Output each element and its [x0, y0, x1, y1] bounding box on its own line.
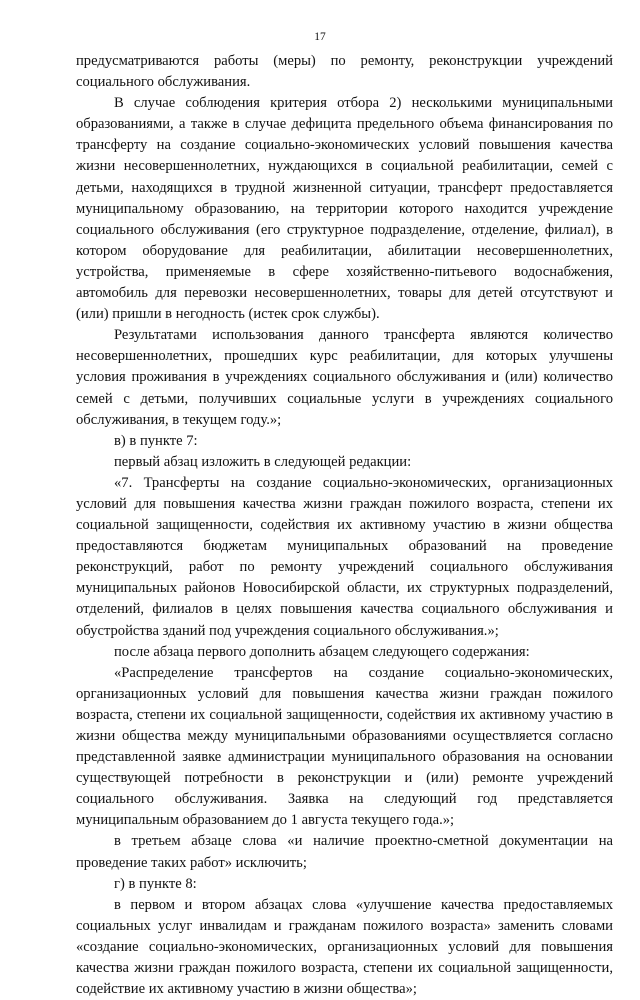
paragraph-first-abzac-edit: первый абзац изложить в следующей редакции: — [114, 453, 412, 470]
paragraph-third-abzac: в третьем абзаце слова «и наличие проектно-сметной документации на проведение таких работ» исключить; — [76, 833, 613, 871]
paragraph-item-g: г) в пункте 8: — [114, 875, 197, 892]
page-number: 17 — [314, 31, 326, 43]
paragraph-transfer-results: Результатами использования данного трансферта являются количество несовершеннолетних, прошедших курс реабилитации, для которых улучшены условия проживания в учреждениях социального обслуживания и (или) количество семей с детьми, получивших социальные услуги в учреждениях социального обслуживания, в текущем году.»; — [76, 327, 613, 428]
paragraph-continuation: предусматриваются работы (меры) по ремонту, реконструкции учреждений социального обслуживания. — [76, 53, 613, 91]
paragraph-item-v: в) в пункте 7: — [114, 432, 198, 449]
document-body — [76, 51, 613, 1000]
paragraph-replace-words: в первом и втором абзацах слова «улучшение качества предоставляемых социальных услуг инвалидам и гражданам пожилого возраста» заменить словами «создание социально-экономических, организационных условий для повышения качества жизни граждан пожилого возраста, степени их социальной защищенности, содействие их активному участию в жизни общества»; — [76, 896, 613, 998]
paragraph-selection-criterion: В случае соблюдения критерия отбора 2) несколькими муниципальными образованиями, а также в случае дефицита предельного объема финансирования по трансферту на создание социально-экономических условий повышения качества жизни несовершеннолетних, нуждающихся в социальной реабилитации, семей с детьми, находящихся в трудной жизненной ситуации, трансферт предоставляется муниципальному образованию, на территории которого находится учреждение социального обслуживания (его структурное подразделение, отделение, филиал), в котором оборудование для реабилитации, абилитации несовершеннолетних, устройства, применяемые в сфере хозяйственно-питьевого водоснабжения, автомобиль для перевозки несовершеннолетних, товары для детей отсутствуют и (или) пришли в негодность (истек срок службы). — [76, 95, 613, 323]
paragraph-point-7-text: «7. Трансферты на создание социально-экономических, организационных условий для повышения качества жизни граждан пожилого возраста, степени их социальной защищенности, содействия их активному участию в жизни общества предоставляются бюджетам муниципальных образований на проведение реконструкций, работ по ремонту учреждений социального обслуживания муниципальных районов Новосибирской области, их структурных подразделений, отделений, филиалов в целях повышения качества социального обслуживания и обустройства зданий под учреждения социального обслуживания.»; — [76, 474, 613, 639]
paragraph-distribution: «Распределение трансфертов на создание социально-экономических, организационных условий для повышения качества жизни граждан пожилого возраста, степени их социальной защищенности, содействия их активному участию в жизни общества между муниципальными образованиями осуществляется согласно представленной заявке администрации муниципального образования на основании существующей потребности в реконструкции и (или) ремонте учреждений социального обслуживания. Заявка на следующий год представляется муниципальным образованием до 1 августа текущего года.»; — [76, 664, 613, 829]
paragraph-add-abzac: после абзаца первого дополнить абзацем следующего содержания: — [114, 643, 530, 660]
